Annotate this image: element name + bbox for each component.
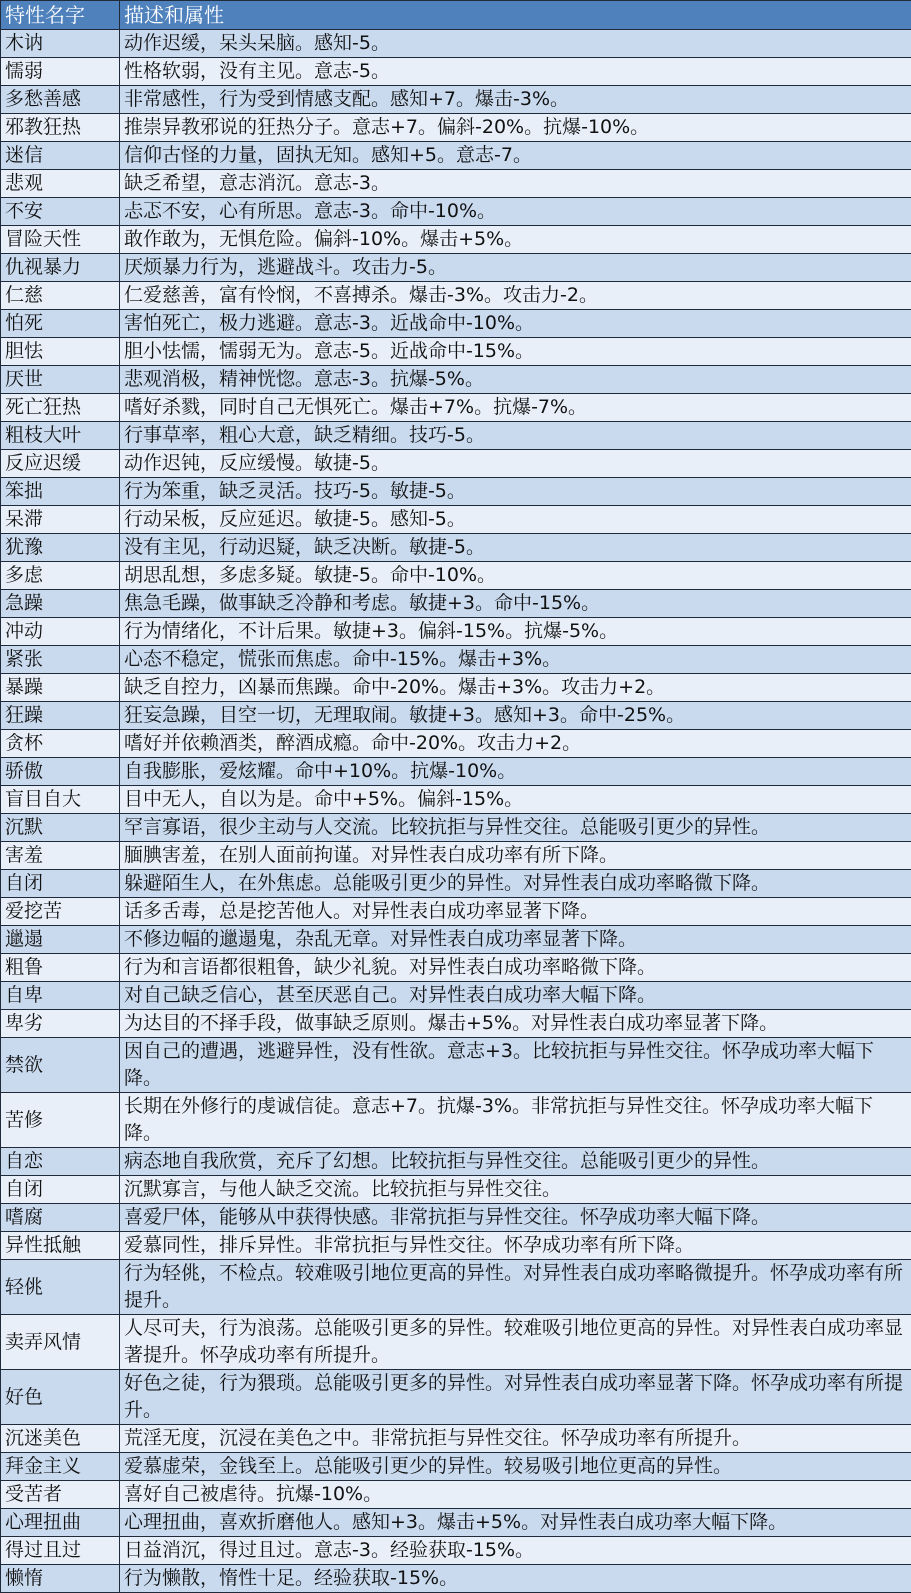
- trait-description: 动作迟钝，反应缓慢。敏捷-5。: [120, 450, 911, 478]
- trait-description: 性格软弱，没有主见。意志-5。: [120, 58, 911, 86]
- trait-name: 盲目自大: [1, 786, 120, 814]
- trait-name: 冲动: [1, 618, 120, 646]
- table-row: [1, 282, 911, 310]
- trait-description: 缺乏希望，意志消沉。意志-3。: [120, 170, 911, 198]
- trait-name: 异性抵触: [1, 1232, 120, 1260]
- table-row: [1, 786, 911, 814]
- table-row: [1, 1453, 911, 1481]
- table-row: [1, 1509, 911, 1537]
- table-row: [1, 674, 911, 702]
- trait-name: 多虑: [1, 562, 120, 590]
- trait-name: 粗枝大叶: [1, 422, 120, 450]
- table-row: [1, 814, 911, 842]
- trait-description: 躲避陌生人，在外焦虑。总能吸引更少的异性。对异性表白成功率略微下降。: [120, 870, 911, 898]
- table-row: [1, 254, 911, 282]
- trait-name: 心理扭曲: [1, 1509, 120, 1537]
- trait-description: 目中无人，自以为是。命中+5%。偏斜-15%。: [120, 786, 911, 814]
- trait-name: 仇视暴力: [1, 254, 120, 282]
- trait-name: 受苦者: [1, 1481, 120, 1509]
- table-row: [1, 30, 911, 58]
- trait-description: 胡思乱想，多虑多疑。敏捷-5。命中-10%。: [120, 562, 911, 590]
- trait-name: 仁慈: [1, 282, 120, 310]
- table-row: [1, 506, 911, 534]
- trait-name: 迷信: [1, 142, 120, 170]
- table-row: [1, 226, 911, 254]
- table-row: [1, 366, 911, 394]
- table-row: [1, 338, 911, 366]
- table-row: [1, 422, 911, 450]
- trait-name: 懒惰: [1, 1565, 120, 1593]
- trait-description: 推崇异教邪说的狂热分子。意志+7。偏斜-20%。抗爆-10%。: [120, 114, 911, 142]
- trait-description: 自我膨胀，爱炫耀。命中+10%。抗爆-10%。: [120, 758, 911, 786]
- trait-description: 行为情绪化，不计后果。敏捷+3。偏斜-15%。抗爆-5%。: [120, 618, 911, 646]
- trait-name: 得过且过: [1, 1537, 120, 1565]
- trait-description: 行为和言语都很粗鲁，缺少礼貌。对异性表白成功率略微下降。: [120, 954, 911, 982]
- table-row: [1, 1537, 911, 1565]
- trait-name: 卖弄风情: [1, 1315, 120, 1370]
- table-row: [1, 142, 911, 170]
- trait-description: 喜爱尸体，能够从中获得快感。非常抗拒与异性交往。怀孕成功率大幅下降。: [120, 1204, 911, 1232]
- trait-name: 自卑: [1, 982, 120, 1010]
- trait-description: 不修边幅的邋遢鬼，杂乱无章。对异性表白成功率显著下降。: [120, 926, 911, 954]
- table-row: [1, 1204, 911, 1232]
- trait-description: 行为笨重，缺乏灵活。技巧-5。敏捷-5。: [120, 478, 911, 506]
- table-row: [1, 730, 911, 758]
- table-row: [1, 1370, 911, 1425]
- trait-name: 犹豫: [1, 534, 120, 562]
- table-row: [1, 310, 911, 338]
- table-row: [1, 58, 911, 86]
- trait-name: 木讷: [1, 30, 120, 58]
- trait-name: 轻佻: [1, 1260, 120, 1315]
- trait-name: 骄傲: [1, 758, 120, 786]
- trait-description: 动作迟缓，呆头呆脑。感知-5。: [120, 30, 911, 58]
- trait-name: 禁欲: [1, 1038, 120, 1093]
- trait-description: 好色之徒，行为猥琐。总能吸引更多的异性。对异性表白成功率显著下降。怀孕成功率有所提升。: [120, 1370, 911, 1425]
- trait-description: 胆小怯懦，懦弱无为。意志-5。近战命中-15%。: [120, 338, 911, 366]
- trait-description: 长期在外修行的虔诚信徒。意志+7。抗爆-3%。非常抗拒与异性交往。怀孕成功率大幅下降。: [120, 1093, 911, 1148]
- table-row: [1, 534, 911, 562]
- trait-description: 非常感性，行为受到情感支配。感知+7。爆击-3%。: [120, 86, 911, 114]
- table-row: [1, 1176, 911, 1204]
- table-body: [1, 30, 911, 1593]
- table-row: [1, 86, 911, 114]
- table-row: [1, 1010, 911, 1038]
- trait-name: 暴躁: [1, 674, 120, 702]
- trait-name: 厌世: [1, 366, 120, 394]
- table-row: [1, 982, 911, 1010]
- trait-name: 卑劣: [1, 1010, 120, 1038]
- trait-description: 仁爱慈善，富有怜悯，不喜搏杀。爆击-3%。攻击力-2。: [120, 282, 911, 310]
- table-row: [1, 170, 911, 198]
- trait-name: 多愁善感: [1, 86, 120, 114]
- trait-description: 为达目的不择手段，做事缺乏原则。爆击+5%。对异性表白成功率显著下降。: [120, 1010, 911, 1038]
- trait-name: 狂躁: [1, 702, 120, 730]
- table-row: [1, 198, 911, 226]
- trait-description: 人尽可夫，行为浪荡。总能吸引更多的异性。较难吸引地位更高的异性。对异性表白成功率显著提升。怀孕成功率有所提升。: [120, 1315, 911, 1370]
- trait-name: 自恋: [1, 1148, 120, 1176]
- trait-description: 行为轻佻，不检点。较难吸引地位更高的异性。对异性表白成功率略微提升。怀孕成功率有所提升。: [120, 1260, 911, 1315]
- table-row: [1, 1148, 911, 1176]
- trait-description: 荒淫无度，沉浸在美色之中。非常抗拒与异性交往。怀孕成功率有所提升。: [120, 1425, 911, 1453]
- trait-description: 因自己的遭遇，逃避异性，没有性欲。意志+3。比较抗拒与异性交往。怀孕成功率大幅下降。: [120, 1038, 911, 1093]
- trait-description: 狂妄急躁，目空一切，无理取闹。敏捷+3。感知+3。命中-25%。: [120, 702, 911, 730]
- trait-description: 行事草率，粗心大意，缺乏精细。技巧-5。: [120, 422, 911, 450]
- table-row: [1, 478, 911, 506]
- trait-description: 害怕死亡，极力逃避。意志-3。近战命中-10%。: [120, 310, 911, 338]
- table-row: [1, 1093, 911, 1148]
- trait-description: 罕言寡语，很少主动与人交流。比较抗拒与异性交往。总能吸引更少的异性。: [120, 814, 911, 842]
- trait-name: 呆滞: [1, 506, 120, 534]
- trait-description: 对自己缺乏信心，甚至厌恶自己。对异性表白成功率大幅下降。: [120, 982, 911, 1010]
- trait-name: 害羞: [1, 842, 120, 870]
- trait-name: 邋遢: [1, 926, 120, 954]
- table-row: [1, 1232, 911, 1260]
- trait-name: 死亡狂热: [1, 394, 120, 422]
- trait-name: 悲观: [1, 170, 120, 198]
- table-row: [1, 646, 911, 674]
- trait-name: 不安: [1, 198, 120, 226]
- trait-description: 爱慕同性，排斥异性。非常抗拒与异性交往。怀孕成功率有所下降。: [120, 1232, 911, 1260]
- table-row: [1, 1481, 911, 1509]
- table-row: [1, 702, 911, 730]
- trait-name: 苦修: [1, 1093, 120, 1148]
- trait-description: 嗜好并依赖酒类，醉酒成瘾。命中-20%。攻击力+2。: [120, 730, 911, 758]
- trait-name: 爱挖苦: [1, 898, 120, 926]
- trait-name: 沉默: [1, 814, 120, 842]
- trait-name: 自闭: [1, 870, 120, 898]
- table-row: [1, 1260, 911, 1315]
- table-row: [1, 758, 911, 786]
- trait-name: 急躁: [1, 590, 120, 618]
- table-row: [1, 1038, 911, 1093]
- table-row: [1, 450, 911, 478]
- trait-description: 病态地自我欣赏，充斥了幻想。比较抗拒与异性交往。总能吸引更少的异性。: [120, 1148, 911, 1176]
- column-header-description: 描述和属性: [120, 1, 911, 30]
- trait-name: 嗜腐: [1, 1204, 120, 1232]
- trait-name: 笨拙: [1, 478, 120, 506]
- column-header-name: 特性名字: [1, 1, 120, 30]
- trait-name: 怕死: [1, 310, 120, 338]
- trait-description: 嗜好杀戮，同时自己无惧死亡。爆击+7%。抗爆-7%。: [120, 394, 911, 422]
- trait-description: 话多舌毒，总是挖苦他人。对异性表白成功率显著下降。: [120, 898, 911, 926]
- trait-description: 心理扭曲，喜欢折磨他人。感知+3。爆击+5%。对异性表白成功率大幅下降。: [120, 1509, 911, 1537]
- trait-description: 缺乏自控力，凶暴而焦躁。命中-20%。爆击+3%。攻击力+2。: [120, 674, 911, 702]
- trait-description: 腼腆害羞，在别人面前拘谨。对异性表白成功率有所下降。: [120, 842, 911, 870]
- table-row: [1, 1565, 911, 1593]
- table-row: [1, 562, 911, 590]
- table-row: [1, 618, 911, 646]
- trait-name: 粗鲁: [1, 954, 120, 982]
- table-row: [1, 1315, 911, 1370]
- trait-description: 悲观消极，精神恍惚。意志-3。抗爆-5%。: [120, 366, 911, 394]
- trait-description: 厌烦暴力行为，逃避战斗。攻击力-5。: [120, 254, 911, 282]
- table-row: [1, 842, 911, 870]
- trait-description: 喜好自己被虐待。抗爆-10%。: [120, 1481, 911, 1509]
- trait-name: 自闭: [1, 1176, 120, 1204]
- trait-description: 敢作敢为，无惧危险。偏斜-10%。爆击+5%。: [120, 226, 911, 254]
- trait-description: 心态不稳定，慌张而焦虑。命中-15%。爆击+3%。: [120, 646, 911, 674]
- table-row: [1, 394, 911, 422]
- trait-name: 邪教狂热: [1, 114, 120, 142]
- trait-description: 信仰古怪的力量，固执无知。感知+5。意志-7。: [120, 142, 911, 170]
- table-row: [1, 590, 911, 618]
- trait-description: 行为懒散，惰性十足。经验获取-15%。: [120, 1565, 911, 1593]
- trait-description: 沉默寡言，与他人缺乏交流。比较抗拒与异性交往。: [120, 1176, 911, 1204]
- trait-description: 没有主见，行动迟疑，缺乏决断。敏捷-5。: [120, 534, 911, 562]
- trait-name: 胆怯: [1, 338, 120, 366]
- trait-description: 爱慕虚荣，金钱至上。总能吸引更少的异性。较易吸引地位更高的异性。: [120, 1453, 911, 1481]
- table-row: [1, 1425, 911, 1453]
- trait-description: 行动呆板，反应延迟。敏捷-5。感知-5。: [120, 506, 911, 534]
- table-row: [1, 954, 911, 982]
- table-row: [1, 898, 911, 926]
- trait-name: 懦弱: [1, 58, 120, 86]
- table-row: [1, 870, 911, 898]
- trait-name: 贪杯: [1, 730, 120, 758]
- trait-description: 忐忑不安，心有所思。意志-3。命中-10%。: [120, 198, 911, 226]
- trait-description: 焦急毛躁，做事缺乏冷静和考虑。敏捷+3。命中-15%。: [120, 590, 911, 618]
- trait-name: 沉迷美色: [1, 1425, 120, 1453]
- trait-name: 反应迟缓: [1, 450, 120, 478]
- trait-name: 冒险天性: [1, 226, 120, 254]
- table-row: [1, 114, 911, 142]
- table-row: [1, 926, 911, 954]
- trait-name: 拜金主义: [1, 1453, 120, 1481]
- trait-name: 好色: [1, 1370, 120, 1425]
- trait-description: 日益消沉，得过且过。意志-3。经验获取-15%。: [120, 1537, 911, 1565]
- trait-name: 紧张: [1, 646, 120, 674]
- table-header-row: [1, 1, 911, 30]
